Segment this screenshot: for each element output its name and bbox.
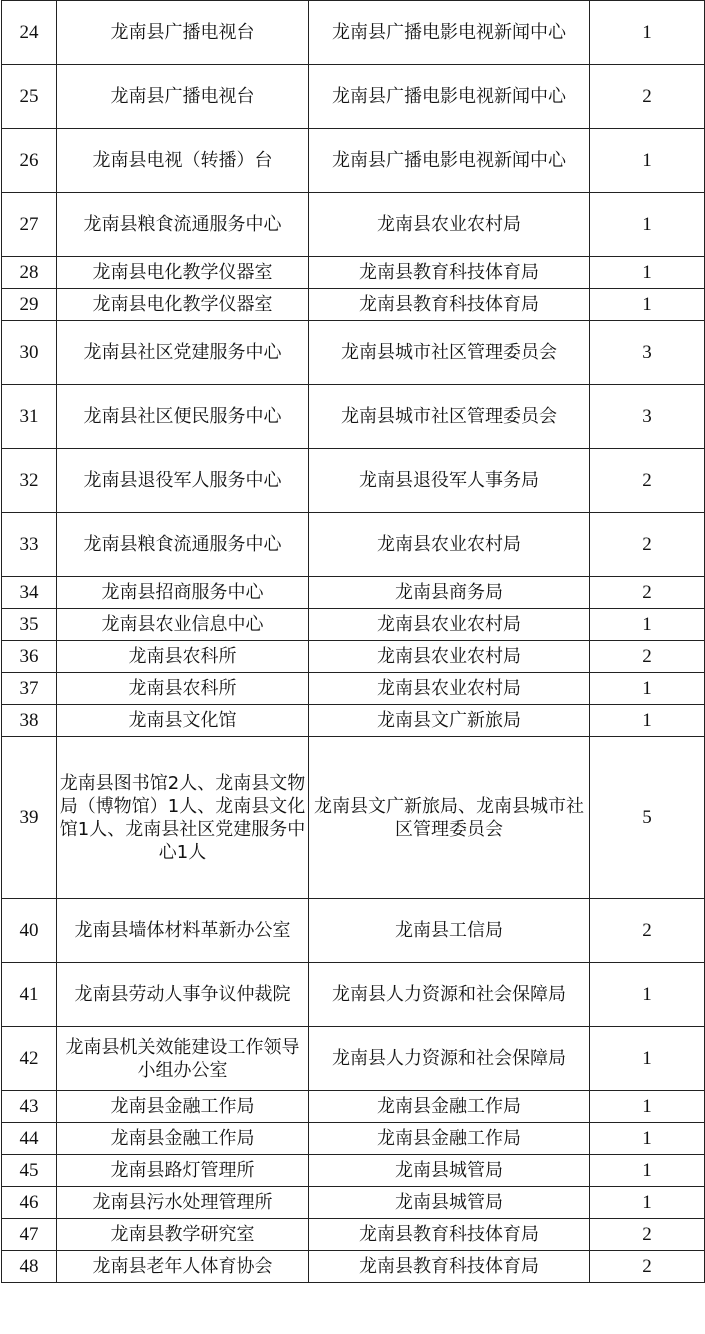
unit-name: 龙南县粮食流通服务中心 — [57, 513, 309, 577]
department-name: 龙南县人力资源和社会保障局 — [309, 963, 590, 1027]
department-name: 龙南县广播电影电视新闻中心 — [309, 65, 590, 129]
department-name: 龙南县教育科技体育局 — [309, 257, 590, 289]
row-number: 45 — [2, 1155, 57, 1187]
department-name: 龙南县广播电影电视新闻中心 — [309, 129, 590, 193]
department-name: 龙南县农业农村局 — [309, 193, 590, 257]
position-count: 2 — [590, 1219, 705, 1251]
department-name: 龙南县农业农村局 — [309, 609, 590, 641]
table-row — [2, 1187, 705, 1219]
department-name: 龙南县文广新旅局 — [309, 705, 590, 737]
position-count: 1 — [590, 673, 705, 705]
position-count: 3 — [590, 385, 705, 449]
unit-name: 龙南县退役军人服务中心 — [57, 449, 309, 513]
unit-name: 龙南县机关效能建设工作领导小组办公室 — [57, 1027, 309, 1091]
table-row — [2, 705, 705, 737]
row-number: 34 — [2, 577, 57, 609]
position-count: 1 — [590, 193, 705, 257]
row-number: 40 — [2, 899, 57, 963]
row-number: 32 — [2, 449, 57, 513]
department-name: 龙南县文广新旅局、龙南县城市社区管理委员会 — [309, 737, 590, 899]
row-number: 35 — [2, 609, 57, 641]
position-count: 1 — [590, 609, 705, 641]
row-number: 26 — [2, 129, 57, 193]
position-count: 2 — [590, 641, 705, 673]
table-row — [2, 1, 705, 65]
position-count: 5 — [590, 737, 705, 899]
table-row — [2, 513, 705, 577]
department-name: 龙南县教育科技体育局 — [309, 1251, 590, 1283]
position-count: 2 — [590, 899, 705, 963]
table-row — [2, 1027, 705, 1091]
row-number: 27 — [2, 193, 57, 257]
row-number: 33 — [2, 513, 57, 577]
department-name: 龙南县城市社区管理委员会 — [309, 385, 590, 449]
position-count: 1 — [590, 1123, 705, 1155]
row-number: 47 — [2, 1219, 57, 1251]
position-count: 1 — [590, 1155, 705, 1187]
table-row — [2, 963, 705, 1027]
unit-name: 龙南县路灯管理所 — [57, 1155, 309, 1187]
row-number: 48 — [2, 1251, 57, 1283]
unit-name: 龙南县老年人体育协会 — [57, 1251, 309, 1283]
position-count: 1 — [590, 257, 705, 289]
unit-name: 龙南县社区便民服务中心 — [57, 385, 309, 449]
position-count: 1 — [590, 1, 705, 65]
row-number: 37 — [2, 673, 57, 705]
row-number: 29 — [2, 289, 57, 321]
unit-name: 龙南县社区党建服务中心 — [57, 321, 309, 385]
department-name: 龙南县农业农村局 — [309, 673, 590, 705]
unit-name: 龙南县广播电视台 — [57, 1, 309, 65]
unit-name: 龙南县广播电视台 — [57, 65, 309, 129]
table-row — [2, 1219, 705, 1251]
table-row — [2, 1123, 705, 1155]
table-row — [2, 1251, 705, 1283]
unit-name: 龙南县招商服务中心 — [57, 577, 309, 609]
department-name: 龙南县城管局 — [309, 1187, 590, 1219]
table-row — [2, 1091, 705, 1123]
row-number: 36 — [2, 641, 57, 673]
table-row — [2, 1155, 705, 1187]
row-number: 41 — [2, 963, 57, 1027]
unit-name: 龙南县文化馆 — [57, 705, 309, 737]
row-number: 38 — [2, 705, 57, 737]
unit-name: 龙南县农科所 — [57, 673, 309, 705]
table-row — [2, 609, 705, 641]
table-row — [2, 129, 705, 193]
department-name: 龙南县农业农村局 — [309, 641, 590, 673]
unit-name: 龙南县图书馆2人、龙南县文物局（博物馆）1人、龙南县文化馆1人、龙南县社区党建服务中心1人 — [57, 737, 309, 899]
position-count: 2 — [590, 65, 705, 129]
row-number: 30 — [2, 321, 57, 385]
table-row — [2, 673, 705, 705]
table-row — [2, 193, 705, 257]
unit-name: 龙南县污水处理管理所 — [57, 1187, 309, 1219]
unit-name: 龙南县电化教学仪器室 — [57, 289, 309, 321]
department-name: 龙南县广播电影电视新闻中心 — [309, 1, 590, 65]
department-name: 龙南县商务局 — [309, 577, 590, 609]
row-number: 31 — [2, 385, 57, 449]
table-row — [2, 385, 705, 449]
table-row — [2, 321, 705, 385]
position-count: 1 — [590, 963, 705, 1027]
department-name: 龙南县人力资源和社会保障局 — [309, 1027, 590, 1091]
table-row — [2, 899, 705, 963]
position-count: 1 — [590, 129, 705, 193]
position-count: 1 — [590, 289, 705, 321]
row-number: 43 — [2, 1091, 57, 1123]
unit-name: 龙南县粮食流通服务中心 — [57, 193, 309, 257]
department-name: 龙南县城市社区管理委员会 — [309, 321, 590, 385]
position-count: 1 — [590, 1027, 705, 1091]
table-row — [2, 449, 705, 513]
table-row — [2, 289, 705, 321]
department-name: 龙南县农业农村局 — [309, 513, 590, 577]
table-row — [2, 65, 705, 129]
row-number: 24 — [2, 1, 57, 65]
unit-name: 龙南县电视（转播）台 — [57, 129, 309, 193]
table-row — [2, 577, 705, 609]
row-number: 25 — [2, 65, 57, 129]
unit-name: 龙南县劳动人事争议仲裁院 — [57, 963, 309, 1027]
unit-name: 龙南县金融工作局 — [57, 1123, 309, 1155]
unit-name: 龙南县教学研究室 — [57, 1219, 309, 1251]
unit-name: 龙南县农业信息中心 — [57, 609, 309, 641]
position-count: 1 — [590, 705, 705, 737]
department-name: 龙南县教育科技体育局 — [309, 289, 590, 321]
unit-name: 龙南县电化教学仪器室 — [57, 257, 309, 289]
row-number: 28 — [2, 257, 57, 289]
department-name: 龙南县城管局 — [309, 1155, 590, 1187]
department-name: 龙南县金融工作局 — [309, 1123, 590, 1155]
unit-name: 龙南县农科所 — [57, 641, 309, 673]
department-name: 龙南县退役军人事务局 — [309, 449, 590, 513]
unit-name: 龙南县墙体材料革新办公室 — [57, 899, 309, 963]
position-count: 1 — [590, 1091, 705, 1123]
row-number: 46 — [2, 1187, 57, 1219]
department-name: 龙南县工信局 — [309, 899, 590, 963]
row-number: 44 — [2, 1123, 57, 1155]
position-count: 2 — [590, 513, 705, 577]
position-count: 1 — [590, 1187, 705, 1219]
position-count: 3 — [590, 321, 705, 385]
unit-name: 龙南县金融工作局 — [57, 1091, 309, 1123]
position-count: 2 — [590, 577, 705, 609]
row-number: 39 — [2, 737, 57, 899]
position-count: 2 — [590, 1251, 705, 1283]
table-row — [2, 737, 705, 899]
department-name: 龙南县金融工作局 — [309, 1091, 590, 1123]
table-row — [2, 257, 705, 289]
table-row — [2, 641, 705, 673]
position-count: 2 — [590, 449, 705, 513]
row-number: 42 — [2, 1027, 57, 1091]
staffing-table — [1, 0, 705, 1283]
department-name: 龙南县教育科技体育局 — [309, 1219, 590, 1251]
